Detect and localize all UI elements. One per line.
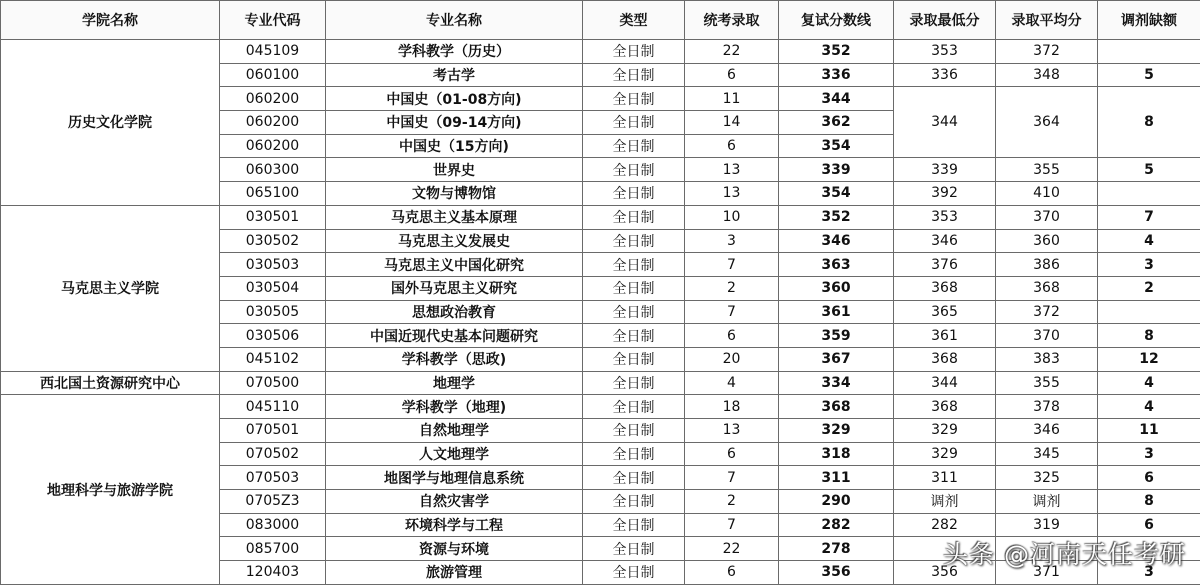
major-code: 060100 bbox=[220, 63, 326, 87]
header-college: 学院名称 bbox=[1, 1, 220, 40]
major-code: 030505 bbox=[220, 300, 326, 324]
major-code: 030504 bbox=[220, 276, 326, 300]
major-code: 120403 bbox=[220, 561, 326, 585]
retest-line: 278 bbox=[779, 537, 894, 561]
admitted-count: 7 bbox=[685, 300, 779, 324]
avg-score: 364 bbox=[996, 87, 1098, 158]
retest-line: 361 bbox=[779, 300, 894, 324]
avg-score: 386 bbox=[996, 253, 1098, 277]
major-code: 030503 bbox=[220, 253, 326, 277]
study-type: 全日制 bbox=[583, 442, 685, 466]
major-name: 中国史（01-08方向) bbox=[326, 87, 583, 111]
min-score: 353 bbox=[894, 205, 996, 229]
major-name: 学科教学（地理) bbox=[326, 395, 583, 419]
major-name: 国外马克思主义研究 bbox=[326, 276, 583, 300]
admitted-count: 7 bbox=[685, 466, 779, 490]
study-type: 全日制 bbox=[583, 395, 685, 419]
min-score: 调剂 bbox=[894, 490, 996, 514]
admitted-count: 4 bbox=[685, 371, 779, 395]
major-name: 马克思主义基本原理 bbox=[326, 205, 583, 229]
header-avg-score: 录取平均分 bbox=[996, 1, 1098, 40]
avg-score: 360 bbox=[996, 229, 1098, 253]
admitted-count: 11 bbox=[685, 87, 779, 111]
study-type: 全日制 bbox=[583, 466, 685, 490]
avg-score: 368 bbox=[996, 276, 1098, 300]
major-name: 自然灾害学 bbox=[326, 490, 583, 514]
min-score: 329 bbox=[894, 419, 996, 443]
min-score: 368 bbox=[894, 276, 996, 300]
college-name: 西北国土资源研究中心 bbox=[1, 371, 220, 395]
admitted-count: 18 bbox=[685, 395, 779, 419]
major-name: 马克思主义发展史 bbox=[326, 229, 583, 253]
retest-line: 344 bbox=[779, 87, 894, 111]
retest-line: 329 bbox=[779, 419, 894, 443]
retest-line: 290 bbox=[779, 490, 894, 514]
retest-line: 359 bbox=[779, 324, 894, 348]
retest-line: 352 bbox=[779, 40, 894, 64]
admitted-count: 3 bbox=[685, 229, 779, 253]
watermark: 头条 @河南天任考研 bbox=[943, 540, 1186, 569]
major-code: 070500 bbox=[220, 371, 326, 395]
major-code: 083000 bbox=[220, 513, 326, 537]
retest-line: 356 bbox=[779, 561, 894, 585]
admitted-count: 22 bbox=[685, 537, 779, 561]
study-type: 全日制 bbox=[583, 300, 685, 324]
min-score: 344 bbox=[894, 87, 996, 158]
major-code: 045109 bbox=[220, 40, 326, 64]
major-code: 060200 bbox=[220, 111, 326, 135]
avg-score: 371 bbox=[996, 561, 1098, 585]
avg-score: 调剂 bbox=[996, 490, 1098, 514]
study-type: 全日制 bbox=[583, 276, 685, 300]
study-type: 全日制 bbox=[583, 229, 685, 253]
major-name: 中国近现代史基本问题研究 bbox=[326, 324, 583, 348]
avg-score: 346 bbox=[996, 419, 1098, 443]
avg-score: 325 bbox=[996, 466, 1098, 490]
college-name: 地理科学与旅游学院 bbox=[1, 395, 220, 585]
study-type: 全日制 bbox=[583, 205, 685, 229]
admitted-count: 22 bbox=[685, 40, 779, 64]
min-score: 346 bbox=[894, 229, 996, 253]
table-body bbox=[1, 40, 1200, 585]
avg-score: 355 bbox=[996, 158, 1098, 182]
major-name: 中国史（15方向) bbox=[326, 134, 583, 158]
transfer-quota: 12 bbox=[1098, 347, 1200, 371]
table-row bbox=[1, 40, 1200, 64]
admitted-count: 6 bbox=[685, 561, 779, 585]
study-type: 全日制 bbox=[583, 537, 685, 561]
avg-score: 348 bbox=[996, 63, 1098, 87]
major-code: 070502 bbox=[220, 442, 326, 466]
study-type: 全日制 bbox=[583, 182, 685, 206]
transfer-quota bbox=[1098, 182, 1200, 206]
major-code: 060200 bbox=[220, 134, 326, 158]
min-score: 329 bbox=[894, 442, 996, 466]
major-name: 思想政治教育 bbox=[326, 300, 583, 324]
major-code: 060200 bbox=[220, 87, 326, 111]
study-type: 全日制 bbox=[583, 347, 685, 371]
min-score: 392 bbox=[894, 182, 996, 206]
avg-score: 345 bbox=[996, 442, 1098, 466]
header-admitted: 统考录取 bbox=[685, 1, 779, 40]
major-name: 文物与博物馆 bbox=[326, 182, 583, 206]
transfer-quota: 6 bbox=[1098, 466, 1200, 490]
header-retest-line: 复试分数线 bbox=[779, 1, 894, 40]
transfer-quota: 8 bbox=[1098, 87, 1200, 158]
header-type: 类型 bbox=[583, 1, 685, 40]
transfer-quota bbox=[1098, 300, 1200, 324]
avg-score: 372 bbox=[996, 300, 1098, 324]
min-score: 356 bbox=[894, 561, 996, 585]
major-name: 学科教学（思政) bbox=[326, 347, 583, 371]
major-code: 0705Z3 bbox=[220, 490, 326, 514]
retest-line: 311 bbox=[779, 466, 894, 490]
transfer-quota: 5 bbox=[1098, 158, 1200, 182]
admitted-count: 7 bbox=[685, 253, 779, 277]
header-code: 专业代码 bbox=[220, 1, 326, 40]
major-name: 人文地理学 bbox=[326, 442, 583, 466]
college-name: 历史文化学院 bbox=[1, 40, 220, 206]
transfer-quota: 3 bbox=[1098, 442, 1200, 466]
min-score: 368 bbox=[894, 347, 996, 371]
major-name: 地理学 bbox=[326, 371, 583, 395]
major-name: 马克思主义中国化研究 bbox=[326, 253, 583, 277]
admitted-count: 13 bbox=[685, 419, 779, 443]
major-code: 030501 bbox=[220, 205, 326, 229]
retest-line: 318 bbox=[779, 442, 894, 466]
admitted-count: 6 bbox=[685, 134, 779, 158]
study-type: 全日制 bbox=[583, 134, 685, 158]
study-type: 全日制 bbox=[583, 561, 685, 585]
study-type: 全日制 bbox=[583, 419, 685, 443]
table-row bbox=[1, 205, 1200, 229]
retest-line: 354 bbox=[779, 134, 894, 158]
study-type: 全日制 bbox=[583, 253, 685, 277]
major-code: 070501 bbox=[220, 419, 326, 443]
transfer-quota: 4 bbox=[1098, 229, 1200, 253]
major-code: 065100 bbox=[220, 182, 326, 206]
retest-line: 334 bbox=[779, 371, 894, 395]
admitted-count: 2 bbox=[685, 490, 779, 514]
admitted-count: 6 bbox=[685, 63, 779, 87]
admitted-count: 6 bbox=[685, 442, 779, 466]
retest-line: 339 bbox=[779, 158, 894, 182]
avg-score: 319 bbox=[996, 513, 1098, 537]
major-name: 中国史（09-14方向) bbox=[326, 111, 583, 135]
transfer-quota bbox=[1098, 40, 1200, 64]
avg-score: 372 bbox=[996, 40, 1098, 64]
min-score: 353 bbox=[894, 40, 996, 64]
retest-line: 360 bbox=[779, 276, 894, 300]
avg-score: 410 bbox=[996, 182, 1098, 206]
study-type: 全日制 bbox=[583, 40, 685, 64]
study-type: 全日制 bbox=[583, 87, 685, 111]
retest-line: 346 bbox=[779, 229, 894, 253]
header-transfer-quota: 调剂缺额 bbox=[1098, 1, 1200, 40]
admitted-count: 20 bbox=[685, 347, 779, 371]
transfer-quota: 8 bbox=[1098, 324, 1200, 348]
major-code: 070503 bbox=[220, 466, 326, 490]
study-type: 全日制 bbox=[583, 111, 685, 135]
major-name: 自然地理学 bbox=[326, 419, 583, 443]
min-score: 376 bbox=[894, 253, 996, 277]
major-code: 045110 bbox=[220, 395, 326, 419]
transfer-quota: 3 bbox=[1098, 253, 1200, 277]
admitted-count: 13 bbox=[685, 158, 779, 182]
transfer-quota: 2 bbox=[1098, 276, 1200, 300]
transfer-quota: 11 bbox=[1098, 419, 1200, 443]
table-row bbox=[1, 371, 1200, 395]
admitted-count: 13 bbox=[685, 182, 779, 206]
transfer-quota: 4 bbox=[1098, 395, 1200, 419]
avg-score: 383 bbox=[996, 347, 1098, 371]
study-type: 全日制 bbox=[583, 324, 685, 348]
transfer-quota: 3 bbox=[1098, 561, 1200, 585]
major-code: 045102 bbox=[220, 347, 326, 371]
transfer-quota: 5 bbox=[1098, 63, 1200, 87]
study-type: 全日制 bbox=[583, 63, 685, 87]
retest-line: 363 bbox=[779, 253, 894, 277]
header-major: 专业名称 bbox=[326, 1, 583, 40]
study-type: 全日制 bbox=[583, 371, 685, 395]
retest-line: 362 bbox=[779, 111, 894, 135]
transfer-quota: 8 bbox=[1098, 490, 1200, 514]
college-name: 马克思主义学院 bbox=[1, 205, 220, 371]
table-row bbox=[1, 395, 1200, 419]
admitted-count: 2 bbox=[685, 276, 779, 300]
major-name: 地图学与地理信息系统 bbox=[326, 466, 583, 490]
retest-line: 354 bbox=[779, 182, 894, 206]
avg-score: 370 bbox=[996, 205, 1098, 229]
avg-score: 355 bbox=[996, 371, 1098, 395]
transfer-quota: 6 bbox=[1098, 513, 1200, 537]
admitted-count: 14 bbox=[685, 111, 779, 135]
min-score: 336 bbox=[894, 63, 996, 87]
retest-line: 352 bbox=[779, 205, 894, 229]
admitted-count: 7 bbox=[685, 513, 779, 537]
major-name: 学科教学（历史） bbox=[326, 40, 583, 64]
study-type: 全日制 bbox=[583, 513, 685, 537]
retest-line: 368 bbox=[779, 395, 894, 419]
major-code: 030506 bbox=[220, 324, 326, 348]
min-score: 361 bbox=[894, 324, 996, 348]
transfer-quota: 4 bbox=[1098, 371, 1200, 395]
min-score: 339 bbox=[894, 158, 996, 182]
min-score: 365 bbox=[894, 300, 996, 324]
retest-line: 282 bbox=[779, 513, 894, 537]
admitted-count: 6 bbox=[685, 324, 779, 348]
avg-score: 370 bbox=[996, 324, 1098, 348]
min-score: 368 bbox=[894, 395, 996, 419]
major-name: 世界史 bbox=[326, 158, 583, 182]
major-name: 考古学 bbox=[326, 63, 583, 87]
major-name: 环境科学与工程 bbox=[326, 513, 583, 537]
header-row bbox=[1, 1, 1200, 40]
major-code: 085700 bbox=[220, 537, 326, 561]
study-type: 全日制 bbox=[583, 158, 685, 182]
min-score: 282 bbox=[894, 513, 996, 537]
transfer-quota: 7 bbox=[1098, 205, 1200, 229]
header-min-score: 录取最低分 bbox=[894, 1, 996, 40]
avg-score: 378 bbox=[996, 395, 1098, 419]
retest-line: 367 bbox=[779, 347, 894, 371]
major-code: 060300 bbox=[220, 158, 326, 182]
study-type: 全日制 bbox=[583, 490, 685, 514]
admitted-count: 10 bbox=[685, 205, 779, 229]
major-name: 旅游管理 bbox=[326, 561, 583, 585]
min-score: 311 bbox=[894, 466, 996, 490]
major-name: 资源与环境 bbox=[326, 537, 583, 561]
min-score: 344 bbox=[894, 371, 996, 395]
retest-line: 336 bbox=[779, 63, 894, 87]
major-code: 030502 bbox=[220, 229, 326, 253]
